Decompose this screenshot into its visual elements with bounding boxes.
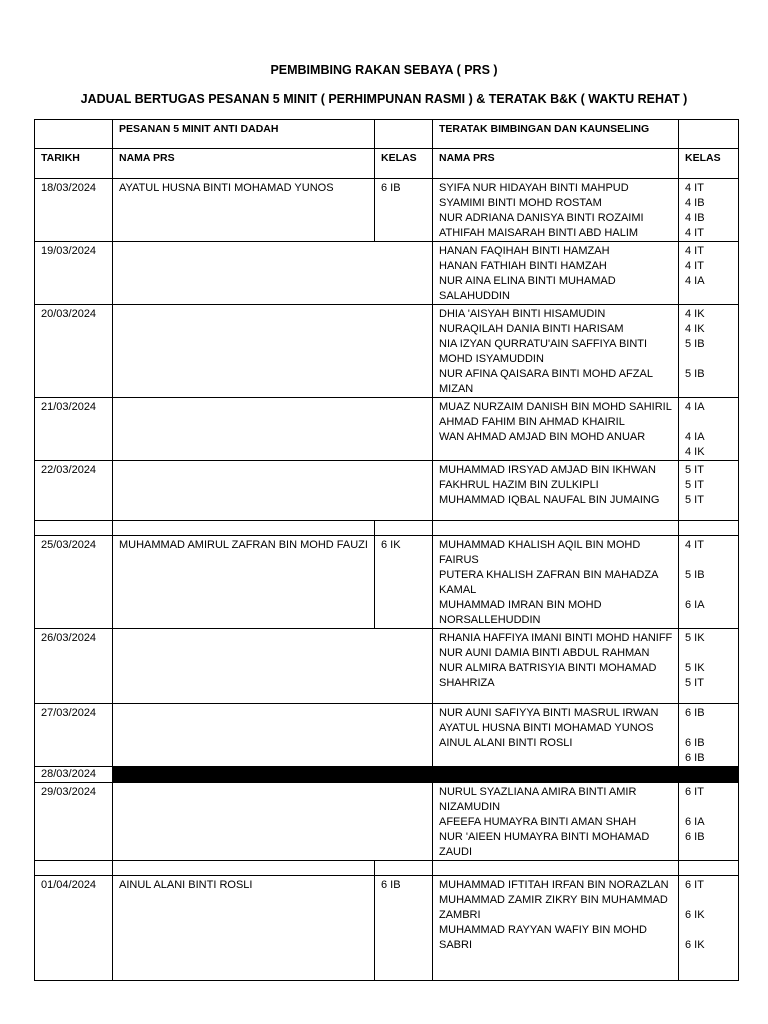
pesanan-name-cell xyxy=(113,783,375,861)
teratak-name: MUHAMMAD IRSYAD AMJAD BIN IKHWAN xyxy=(439,464,656,476)
teratak-class: 5 IK xyxy=(685,632,705,644)
teratak-class: 5 IB xyxy=(685,368,705,380)
teratak-class: 5 IB xyxy=(685,569,705,581)
teratak-names-cell xyxy=(433,398,679,461)
teratak-name: WAN AHMAD AMJAD BIN MOHD ANUAR xyxy=(439,431,646,443)
document-subtitle: JADUAL BERTUGAS PESANAN 5 MINIT ( PERHIMPUNAN RASMI ) & TERATAK B&K ( WAKTU REHAT ) xyxy=(80,92,688,106)
teratak-class: 6 IK xyxy=(685,939,705,951)
teratak-class: 4 IT xyxy=(685,182,704,194)
blank-separator-row xyxy=(35,861,739,876)
teratak-classes-cell xyxy=(679,461,739,521)
table-row xyxy=(35,629,739,704)
teratak-name: MUHAMMAD ZAMIR ZIKRY BIN MUHAMMAD ZAMBRI xyxy=(439,894,668,921)
teratak-name: MUAZ NURZAIM DANISH BIN MOHD SAHIRIL xyxy=(439,401,672,413)
date-cell: 27/03/2024 xyxy=(35,704,113,767)
empty-header-cell xyxy=(679,120,739,149)
teratak-class: 4 IA xyxy=(685,401,705,413)
header-tarikh: TARIKH xyxy=(35,149,113,179)
pesanan-class-cell xyxy=(375,704,433,767)
teratak-classes-cell xyxy=(679,398,739,461)
pesanan-class-cell: 6 IB xyxy=(375,876,433,981)
teratak-class: 6 IB xyxy=(685,752,705,764)
teratak-name: AFEEFA HUMAYRA BINTI AMAN SHAH xyxy=(439,816,637,828)
teratak-class: 6 IA xyxy=(685,816,705,828)
teratak-name: AINUL ALANI BINTI ROSLI xyxy=(439,737,573,749)
date-cell: 20/03/2024 xyxy=(35,305,113,398)
teratak-names-cell xyxy=(433,629,679,704)
teratak-class: 5 IT xyxy=(685,494,704,506)
teratak-class: 5 IT xyxy=(685,464,704,476)
teratak-classes-cell xyxy=(679,536,739,629)
teratak-class: 4 IB xyxy=(685,197,705,209)
pesanan-name-cell xyxy=(113,704,375,767)
teratak-name: HANAN FAQIHAH BINTI HAMZAH xyxy=(439,245,610,257)
pesanan-name-cell xyxy=(113,242,375,305)
pesanan-section-header: PESANAN 5 MINIT ANTI DADAH xyxy=(113,120,375,149)
holiday-row xyxy=(35,767,739,783)
table-row xyxy=(35,461,739,521)
teratak-classes-cell xyxy=(679,629,739,704)
date-cell: 19/03/2024 xyxy=(35,242,113,305)
teratak-name: FAKHRUL HAZIM BIN ZULKIPLI xyxy=(439,479,599,491)
teratak-class: 6 IK xyxy=(685,909,705,921)
teratak-names-cell xyxy=(433,179,679,242)
pesanan-name-cell: AINUL ALANI BINTI ROSLI xyxy=(113,876,375,981)
teratak-name: NUR AUNI SAFIYYA BINTI MASRUL IRWAN xyxy=(439,707,659,719)
teratak-names-cell xyxy=(433,536,679,629)
teratak-name: SYIFA NUR HIDAYAH BINTI MAHPUD xyxy=(439,182,629,194)
header-nama-prs-teratak: NAMA PRS xyxy=(433,149,679,179)
pesanan-class-cell xyxy=(375,783,433,861)
teratak-classes-cell xyxy=(679,179,739,242)
teratak-class: 6 IB xyxy=(685,707,705,719)
teratak-class: 4 IK xyxy=(685,446,705,458)
teratak-class: 4 IB xyxy=(685,212,705,224)
blank-separator-row xyxy=(35,521,739,536)
teratak-name: NUR AFINA QAISARA BINTI MOHD AFZAL MIZAN xyxy=(439,368,653,395)
teratak-class: 5 IB xyxy=(685,338,705,350)
table-row xyxy=(35,398,739,461)
teratak-name: MUHAMMAD KHALISH AQIL BIN MOHD FAIRUS xyxy=(439,539,641,566)
teratak-name: DHIA 'AISYAH BINTI HISAMUDIN xyxy=(439,308,606,320)
duty-schedule-table xyxy=(34,119,739,981)
teratak-class: 6 IT xyxy=(685,786,704,798)
teratak-names-cell xyxy=(433,704,679,767)
empty-header-cell xyxy=(35,120,113,149)
date-cell: 21/03/2024 xyxy=(35,398,113,461)
teratak-name: NUR ADRIANA DANISYA BINTI ROZAIMI xyxy=(439,212,644,224)
teratak-name: NUR AUNI DAMIA BINTI ABDUL RAHMAN xyxy=(439,647,650,659)
header-kelas-teratak: KELAS xyxy=(679,149,739,179)
teratak-class: 6 IA xyxy=(685,599,705,611)
teratak-name: NURUL SYAZLIANA AMIRA BINTI AMIR NIZAMUDIN xyxy=(439,786,637,813)
teratak-name: HANAN FATHIAH BINTI HAMZAH xyxy=(439,260,607,272)
table-row xyxy=(35,536,739,629)
teratak-class: 5 IT xyxy=(685,479,704,491)
pesanan-class-cell xyxy=(375,629,433,704)
teratak-name: RHANIA HAFFIYA IMANI BINTI MOHD HANIFF xyxy=(439,632,673,644)
teratak-name: SYAMIMI BINTI MOHD ROSTAM xyxy=(439,197,602,209)
teratak-classes-cell xyxy=(679,242,739,305)
teratak-names-cell xyxy=(433,305,679,398)
teratak-name: NUR AINA ELINA BINTI MUHAMAD SALAHUDDIN xyxy=(439,275,616,302)
date-cell: 26/03/2024 xyxy=(35,629,113,704)
teratak-class: 6 IB xyxy=(685,737,705,749)
teratak-class: 5 IT xyxy=(685,677,704,689)
table-row xyxy=(35,242,739,305)
pesanan-class-cell: 6 IK xyxy=(375,536,433,629)
date-cell: 29/03/2024 xyxy=(35,783,113,861)
pesanan-class-cell xyxy=(375,398,433,461)
header-kelas: KELAS xyxy=(375,149,433,179)
pesanan-name-cell xyxy=(113,305,375,398)
teratak-name: MUHAMMAD IQBAL NAUFAL BIN JUMAING xyxy=(439,494,660,506)
pesanan-name-cell: MUHAMMAD AMIRUL ZAFRAN BIN MOHD FAUZI xyxy=(113,536,375,629)
empty-header-cell xyxy=(375,120,433,149)
blacked-out-cell xyxy=(113,767,739,783)
teratak-class: 4 IT xyxy=(685,227,704,239)
pesanan-name-cell xyxy=(113,629,375,704)
teratak-class: 6 IT xyxy=(685,879,704,891)
teratak-name: MUHAMMAD IFTITAH IRFAN BIN NORAZLAN xyxy=(439,879,669,891)
teratak-name: NUR 'AIEEN HUMAYRA BINTI MOHAMAD ZAUDI xyxy=(439,831,650,858)
teratak-class: 6 IB xyxy=(685,831,705,843)
teratak-names-cell xyxy=(433,783,679,861)
teratak-name: NURAQILAH DANIA BINTI HARISAM xyxy=(439,323,624,335)
teratak-section-header: TERATAK BIMBINGAN DAN KAUNSELING xyxy=(433,120,679,149)
date-cell: 22/03/2024 xyxy=(35,461,113,521)
teratak-name: ATHIFAH MAISARAH BINTI ABD HALIM xyxy=(439,227,639,239)
teratak-name: PUTERA KHALISH ZAFRAN BIN MAHADZA KAMAL xyxy=(439,569,658,596)
date-cell: 01/04/2024 xyxy=(35,876,113,981)
pesanan-name-cell: AYATUL HUSNA BINTI MOHAMAD YUNOS xyxy=(113,179,375,242)
pesanan-name-cell xyxy=(113,398,375,461)
teratak-class: 4 IT xyxy=(685,260,704,272)
teratak-name: MUHAMMAD IMRAN BIN MOHD NORSALLEHUDDIN xyxy=(439,599,602,626)
teratak-names-cell xyxy=(433,876,679,981)
table-row xyxy=(35,704,739,767)
teratak-name: NUR ALMIRA BATRISYIA BINTI MOHAMAD SHAHRIZA xyxy=(439,662,657,689)
teratak-class: 5 IK xyxy=(685,662,705,674)
teratak-class: 4 IT xyxy=(685,245,704,257)
pesanan-class-cell xyxy=(375,305,433,398)
teratak-class: 4 IA xyxy=(685,431,705,443)
teratak-class: 4 IK xyxy=(685,308,705,320)
teratak-class: 4 IT xyxy=(685,539,704,551)
teratak-name: AYATUL HUSNA BINTI MOHAMAD YUNOS xyxy=(439,722,654,734)
teratak-names-cell xyxy=(433,242,679,305)
column-header-row xyxy=(35,149,739,179)
teratak-name: AHMAD FAHIM BIN AHMAD KHAIRIL xyxy=(439,416,625,428)
table-row xyxy=(35,305,739,398)
teratak-class: 4 IK xyxy=(685,323,705,335)
table-row xyxy=(35,783,739,861)
date-cell: 18/03/2024 xyxy=(35,179,113,242)
pesanan-class-cell xyxy=(375,461,433,521)
teratak-class: 4 IA xyxy=(685,275,705,287)
document-title: PEMBIMBING RAKAN SEBAYA ( PRS ) xyxy=(270,63,498,77)
teratak-classes-cell xyxy=(679,783,739,861)
pesanan-class-cell: 6 IB xyxy=(375,179,433,242)
table-row xyxy=(35,876,739,981)
table-row xyxy=(35,179,739,242)
pesanan-name-cell xyxy=(113,461,375,521)
date-cell: 28/03/2024 xyxy=(35,767,113,783)
section-header-row xyxy=(35,120,739,149)
teratak-name: NIA IZYAN QURRATU'AIN SAFFIYA BINTI MOHD ISYAMUDDIN xyxy=(439,338,648,365)
teratak-name: MUHAMMAD RAYYAN WAFIY BIN MOHD SABRI xyxy=(439,924,647,951)
teratak-names-cell xyxy=(433,461,679,521)
teratak-classes-cell xyxy=(679,305,739,398)
header-nama-prs: NAMA PRS xyxy=(113,149,375,179)
pesanan-class-cell xyxy=(375,242,433,305)
teratak-classes-cell xyxy=(679,704,739,767)
date-cell: 25/03/2024 xyxy=(35,536,113,629)
teratak-classes-cell xyxy=(679,876,739,981)
